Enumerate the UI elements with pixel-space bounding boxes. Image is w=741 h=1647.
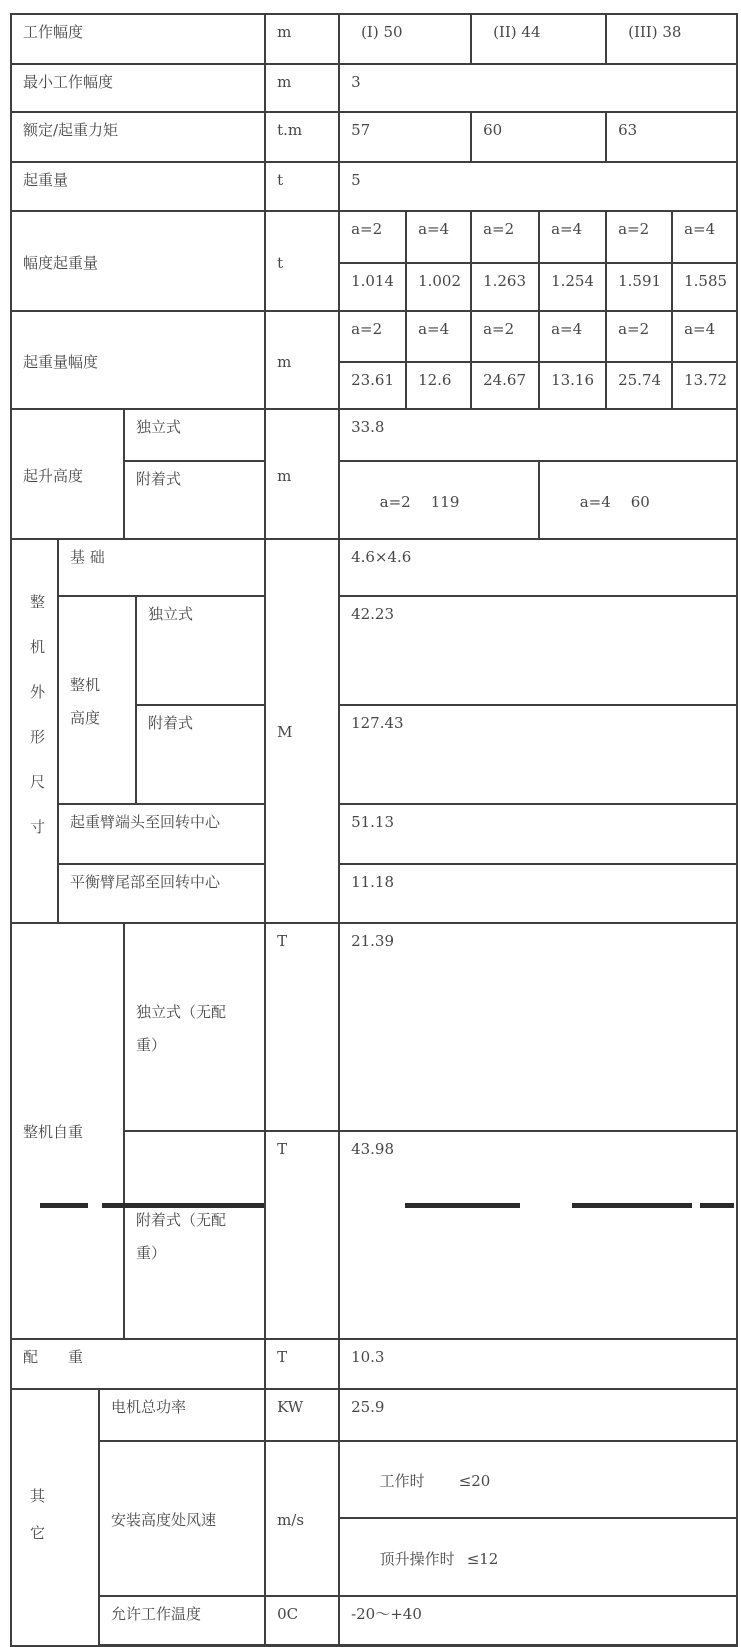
label-motor-power: 电机总功率 <box>99 1389 265 1441</box>
wind-working-label: 工作时 <box>379 1472 425 1490</box>
label-jib-head: 起重臂端头至回转中心 <box>58 804 265 864</box>
self-weight-freestanding-text: 独立式（无配重） <box>136 1002 227 1054</box>
label-wind-speed: 安装高度处风速 <box>99 1441 265 1596</box>
header-a4: a=4 <box>672 311 737 362</box>
label-self-weight-freestanding <box>124 923 265 1131</box>
overall-height-text: 整机高度 <box>70 675 101 727</box>
value-foundation: 4.6×4.6 <box>339 539 737 596</box>
label-max-capacity: 起重量 <box>11 162 265 211</box>
row-hoisting-height-freestanding <box>11 409 737 461</box>
value-counterweight: 10.3 <box>339 1339 737 1389</box>
value-working-radius-3: (III) 38 <box>606 14 737 64</box>
value-capacity-3: 1.263 <box>471 263 539 311</box>
value-temperature: -20～+40 <box>339 1596 737 1646</box>
value-overall-height-attached: 127.43 <box>339 705 737 804</box>
value-overall-height-freestanding: 42.23 <box>339 596 737 705</box>
label-overall-height <box>58 596 136 804</box>
value-wind-speed-working <box>339 1441 737 1519</box>
value-max-capacity: 5 <box>339 162 737 211</box>
wind-jacking-label: 顶升操作时 <box>379 1549 455 1568</box>
row-capacity-at-radius-headers <box>11 211 737 263</box>
unit-wind-speed: m/s <box>265 1441 339 1596</box>
value-hoisting-attached-a2 <box>339 461 539 539</box>
header-a2: a=2 <box>606 311 672 362</box>
value-counter-jib-tail: 11.18 <box>339 864 737 923</box>
value-wind-speed-jacking <box>339 1518 737 1596</box>
header-a2: a=2 <box>339 211 406 263</box>
header-a2: a=2 <box>471 211 539 263</box>
cropped-next-row-fragment <box>40 1203 88 1208</box>
label-hoisting-height: 起升高度 <box>11 409 124 539</box>
row-dimensions-foundation <box>11 539 737 596</box>
value-jib-head: 51.13 <box>339 804 737 864</box>
dimensions-vertical-text: 整 机 外 形 尺 寸 <box>30 592 46 836</box>
cropped-next-row-fragment <box>572 1203 692 1208</box>
self-weight-attached-text: 附着式（无配重） <box>136 1210 227 1262</box>
row-self-weight-freestanding <box>11 923 737 1131</box>
value-rated-moment-1: 57 <box>339 112 471 162</box>
unit-temperature: 0C <box>265 1596 339 1646</box>
value-radius-5: 25.74 <box>606 362 672 409</box>
label-others-vertical <box>11 1389 99 1646</box>
label-dimensions-vertical <box>11 539 58 923</box>
attached-a4-label: a=4 <box>579 492 611 511</box>
row-counter-jib-tail <box>11 864 737 923</box>
attached-a4-value: 60 <box>630 492 650 511</box>
row-rated-moment <box>11 112 737 162</box>
unit-min-working-radius: m <box>265 64 339 112</box>
unit-radius-at-capacity: m <box>265 311 339 409</box>
value-rated-moment-3: 63 <box>606 112 737 162</box>
attached-a2-label: a=2 <box>379 492 411 511</box>
label-counter-jib-tail: 平衡臂尾部至回转中心 <box>58 864 265 923</box>
cropped-next-row-fragment <box>102 1203 264 1208</box>
label-min-working-radius: 最小工作幅度 <box>11 64 265 112</box>
row-min-working-radius <box>11 64 737 112</box>
label-overall-height-freestanding: 独立式 <box>136 596 265 705</box>
row-radius-at-capacity-headers <box>11 311 737 362</box>
others-vertical-text: 其 它 <box>30 1486 46 1542</box>
cropped-next-row-fragment <box>405 1203 520 1208</box>
value-capacity-5: 1.591 <box>606 263 672 311</box>
wind-jacking-value: ≤12 <box>466 1549 499 1568</box>
unit-self-weight-attached: T <box>265 1131 339 1339</box>
header-a2: a=2 <box>606 211 672 263</box>
row-jib-head <box>11 804 737 864</box>
unit-motor-power: KW <box>265 1389 339 1441</box>
value-capacity-2: 1.002 <box>406 263 471 311</box>
label-rated-moment: 额定/起重力矩 <box>11 112 265 162</box>
wind-working-value: ≤20 <box>458 1472 491 1490</box>
label-counterweight: 配 重 <box>11 1339 265 1389</box>
value-radius-2: 12.6 <box>406 362 471 409</box>
value-radius-6: 13.72 <box>672 362 737 409</box>
value-self-weight-attached: 43.98 <box>339 1131 737 1339</box>
crane-spec-table <box>10 13 738 1647</box>
unit-working-radius: m <box>265 14 339 64</box>
unit-counterweight: T <box>265 1339 339 1389</box>
row-working-radius <box>11 14 737 64</box>
row-wind-speed-working <box>11 1441 737 1519</box>
unit-rated-moment: t.m <box>265 112 339 162</box>
label-radius-at-capacity: 起重量幅度 <box>11 311 265 409</box>
header-a4: a=4 <box>539 311 606 362</box>
row-motor-power <box>11 1389 737 1441</box>
value-radius-4: 13.16 <box>539 362 606 409</box>
value-hoisting-attached-a4 <box>539 461 737 539</box>
cropped-next-row-fragment <box>700 1203 734 1208</box>
label-self-weight-attached <box>124 1131 265 1339</box>
value-capacity-1: 1.014 <box>339 263 406 311</box>
label-temperature: 允许工作温度 <box>99 1596 265 1646</box>
value-radius-1: 23.61 <box>339 362 406 409</box>
unit-hoisting-height: m <box>265 409 339 539</box>
label-overall-height-attached: 附着式 <box>136 705 265 804</box>
label-working-radius: 工作幅度 <box>11 14 265 64</box>
value-self-weight-freestanding: 21.39 <box>339 923 737 1131</box>
value-working-radius-2: (II) 44 <box>471 14 606 64</box>
row-overall-height-freestanding <box>11 596 737 705</box>
header-a4: a=4 <box>672 211 737 263</box>
header-a4: a=4 <box>539 211 606 263</box>
header-a4: a=4 <box>406 311 471 362</box>
unit-max-capacity: t <box>265 162 339 211</box>
value-rated-moment-2: 60 <box>471 112 606 162</box>
header-a4: a=4 <box>406 211 471 263</box>
value-min-working-radius: 3 <box>339 64 737 112</box>
row-counterweight <box>11 1339 737 1389</box>
unit-dimensions: M <box>265 539 339 923</box>
unit-self-weight-freestanding: T <box>265 923 339 1131</box>
value-hoisting-freestanding: 33.8 <box>339 409 737 461</box>
value-radius-3: 24.67 <box>471 362 539 409</box>
value-capacity-4: 1.254 <box>539 263 606 311</box>
value-capacity-6: 1.585 <box>672 263 737 311</box>
unit-capacity-at-radius: t <box>265 211 339 311</box>
label-capacity-at-radius: 幅度起重量 <box>11 211 265 311</box>
header-a2: a=2 <box>339 311 406 362</box>
attached-a2-value: 119 <box>430 492 460 511</box>
label-foundation: 基 础 <box>58 539 265 596</box>
row-temperature <box>11 1596 737 1646</box>
value-motor-power: 25.9 <box>339 1389 737 1441</box>
label-hoisting-freestanding: 独立式 <box>124 409 265 461</box>
value-working-radius-1: (I) 50 <box>339 14 471 64</box>
row-max-capacity <box>11 162 737 211</box>
label-hoisting-attached: 附着式 <box>124 461 265 539</box>
header-a2: a=2 <box>471 311 539 362</box>
label-self-weight: 整机自重 <box>11 923 124 1339</box>
